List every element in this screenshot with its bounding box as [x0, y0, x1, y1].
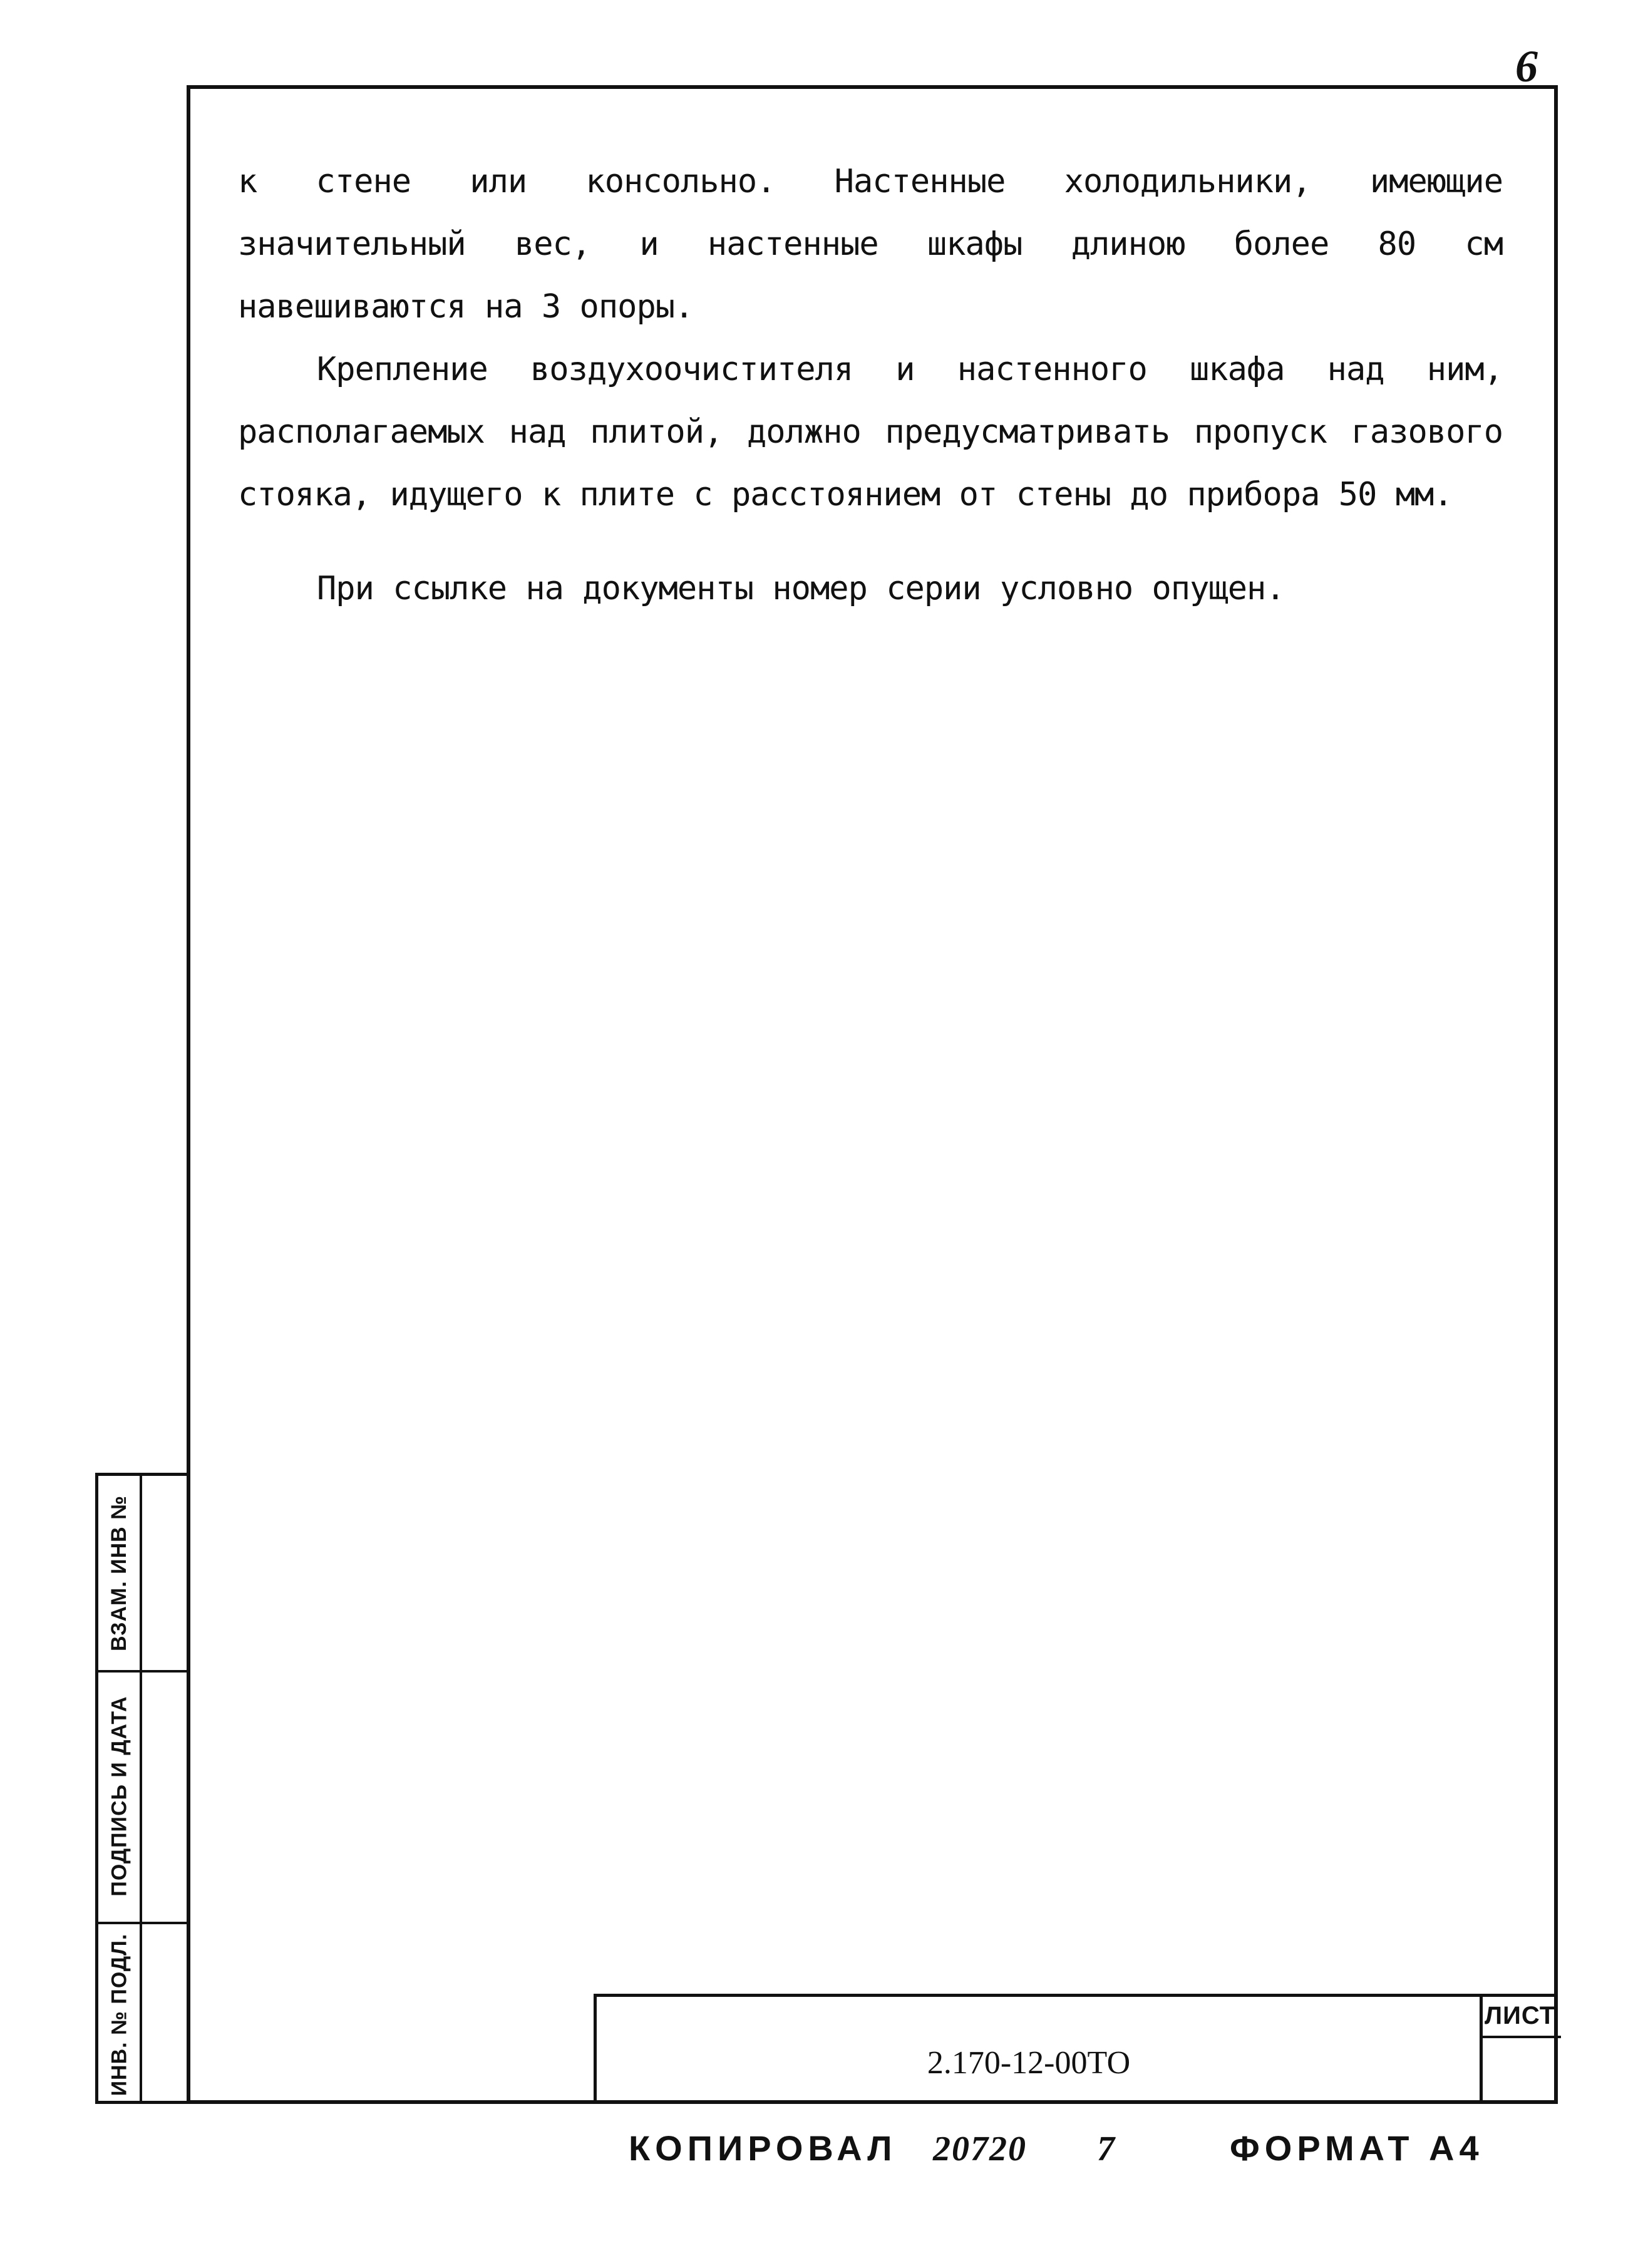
side-label-original-inv: ИНВ. № ПОДЛ. [107, 1933, 131, 2096]
page-number: 6 [1515, 41, 1538, 91]
copy-number: 20720 [933, 2130, 1027, 2168]
paragraph-continuation: к стене или консольно. Настенные холодильники, имеющие значительный вес, и настенные шкафы длиною более 80 см навешиваются на 3 опоры. [238, 163, 1503, 326]
copied-label: КОПИРОВАЛ [629, 2128, 897, 2168]
paragraph-note: При ссылке на документы номер серии условно опущен. [317, 570, 1285, 607]
side-label-signature-date: ПОДПИСЬ И ДАТА [107, 1695, 131, 1897]
document-body [238, 150, 1503, 620]
paragraph-fastening: Крепление воздухоочистителя и настенного шкафа над ним, располагаемых над плитой, должно предусматривать пропуск газового стояка, идущего к плите с расстоянием от стены до прибора 50 мм. [238, 351, 1503, 513]
format-label: ФОРМАТ А4 [1230, 2128, 1484, 2168]
title-block [594, 1994, 1558, 2104]
side-stamp-strip [95, 1473, 188, 2104]
side-label-replacement-inv: ВЗАМ. ИНВ № [107, 1495, 131, 1651]
side-strip-divider [140, 1476, 142, 2101]
document-code: 2.170-12-00ТО [927, 2045, 1131, 2081]
copy-footer [629, 2128, 1505, 2184]
copy-digit: 7 [1097, 2130, 1120, 2168]
title-block-divider [1480, 1997, 1483, 2104]
sheet-label: ЛИСТ [1485, 2002, 1556, 2029]
sheet-cell-line [1480, 2036, 1561, 2038]
